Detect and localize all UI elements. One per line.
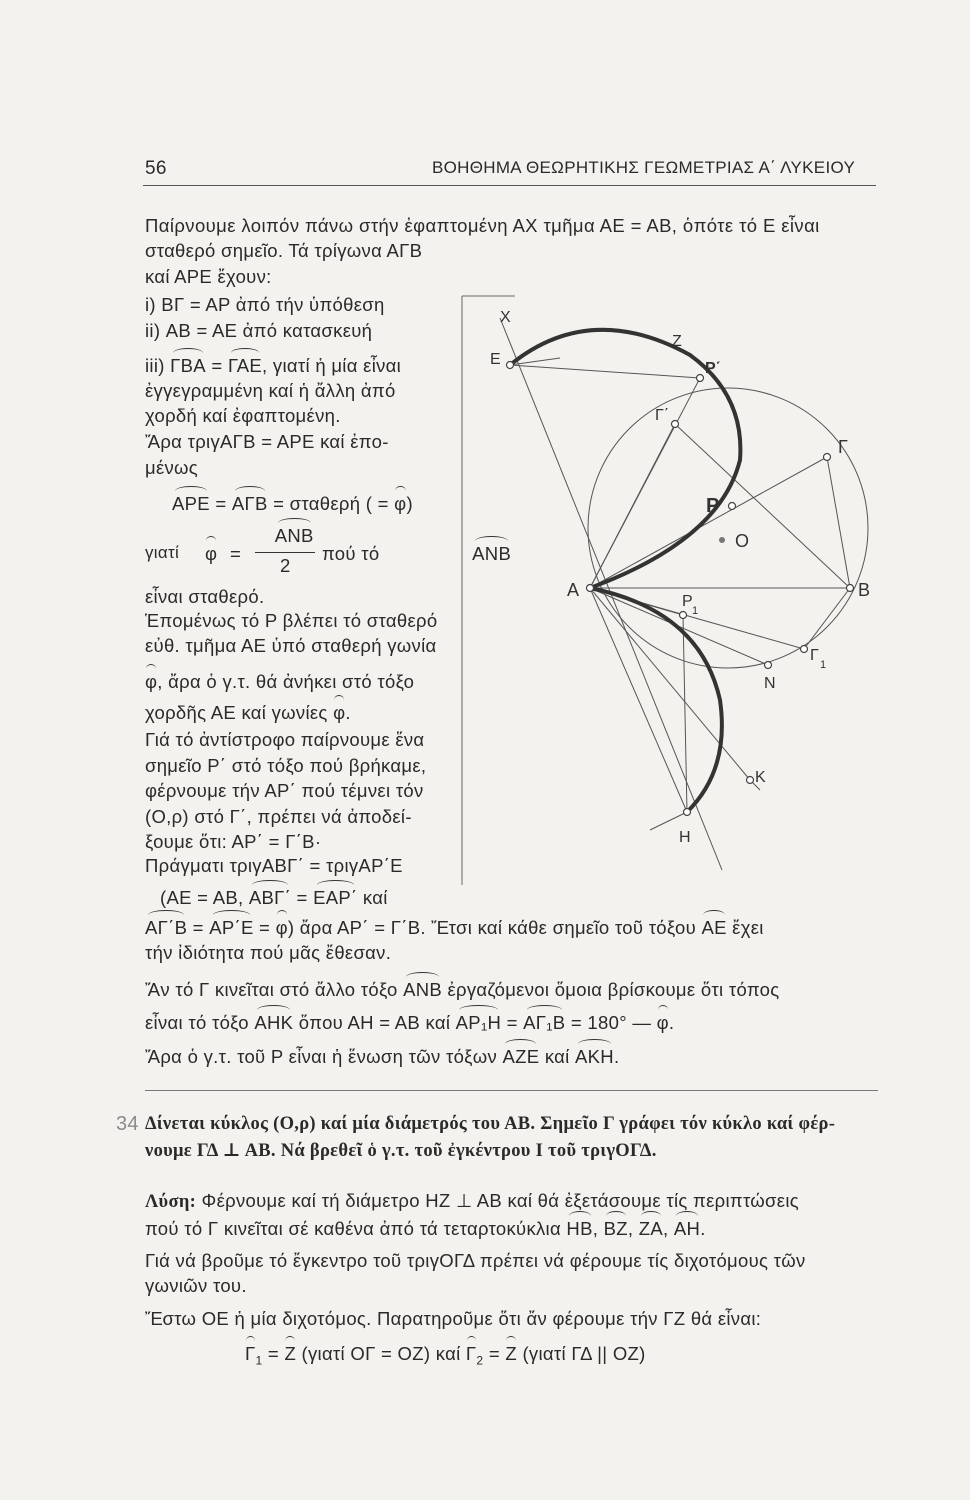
text-line: Πράγματι τριγΑΒΓ΄ = τριγΑΡ΄Ε — [145, 855, 403, 876]
eq2-equals: = — [230, 543, 242, 564]
fig-label-h: Η — [679, 829, 691, 846]
text-line: Γιά τό ἀντίστροφο παίρνουμε ἕνα — [145, 729, 425, 750]
text-line: τήν ἰδιότητα πού μᾶς ἔθεσαν. — [145, 942, 392, 963]
fig-label-a: Α — [567, 580, 580, 600]
solution-line: Ἔστω ΟΕ ἡ μία διχοτόμος. Παρατηροῦμε ὅτι ἄν φέρουμε τήν ΓΖ θά εἶναι: — [145, 1308, 762, 1329]
text-line: Ἑπομένως τό Ρ βλέπει τό σταθερό — [145, 610, 438, 631]
text-line: χορδή καί ἐφαπτομένη. — [145, 405, 341, 426]
fig-label-p1-sub: 1 — [692, 605, 699, 617]
eq2-text: πού τό — [322, 543, 380, 564]
text-line: μένως — [145, 457, 199, 478]
solution-line: Λύση: Φέρνουμε καί τή διάμετρο ΗΖ ⊥ ΑΒ καί θά ἐξετάσουμε τίς περιπτώσεις — [145, 1190, 799, 1212]
problem-statement-line: Δίνεται κύκλος (Ο,ρ) καί μία διάμετρός του ΑΒ. Σημεῖο Γ γράφει τόν κύκλο καί φέρ- — [145, 1114, 836, 1134]
solution-line: Γιά νά βροῦμε τό ἔγκεντρο τοῦ τριγΟΓΔ πρέπει νά φέρουμε τίς διχοτόμους τῶν — [145, 1250, 806, 1271]
text-line-anb: Ἄν τό Γ κινεῖται στό ἄλλο τόξο ΑΝΒ ἐργαζόμενοι ὅμοια βρίσκουμε ὅτι τόπος — [145, 979, 780, 1000]
text-line: ii) ΑΒ = ΑΕ ἀπό κατασκευή — [145, 320, 373, 341]
fig-label-p: Ρ — [706, 495, 720, 517]
page-number: 56 — [145, 158, 167, 179]
fraction-bar — [255, 552, 315, 553]
fig-label-gprime: Γ΄ — [655, 407, 670, 424]
arc-aze — [510, 330, 740, 588]
fig-label-k: Κ — [755, 769, 766, 786]
eq2-label: γιατί — [145, 543, 180, 562]
fig-label-g1-sub: 1 — [820, 659, 827, 671]
circle-o — [588, 388, 871, 668]
text-line: ξουμε ὅτι: ΑΡ΄ = Γ΄Β· — [145, 831, 322, 852]
problem-statement-line: νουμε ΓΔ ⊥ ΑΒ. Νά βρεθεῖ ὁ γ.τ. τοῦ ἐγκέντρου Ι τοῦ τριγΟΓΔ. — [145, 1141, 657, 1161]
text-line: καί ΑΡΕ ἔχουν: — [145, 266, 272, 287]
solution-line: πού τό Γ κινεῖται σέ καθένα ἀπό τά τεταρτοκύκλια ΗΒ, ΒΖ, ΖΑ, ΑΗ. — [145, 1218, 706, 1239]
fig-label-g1: Γ — [810, 647, 819, 664]
text-line: (Ο,ρ) στό Γ΄, πρέπει νά ἀποδεί- — [145, 806, 412, 827]
fig-label-g: Γ — [838, 437, 848, 457]
fig-label-x: Χ — [500, 309, 511, 326]
arc-akh — [590, 588, 722, 812]
fig-label-b: Β — [858, 580, 871, 600]
fig-label-e: Ε — [490, 351, 501, 368]
text-line-ag: ΑΓ΄Β = ΑΡ΄Ε = φ) ἄρα ΑΡ΄ = Γ΄Β. Ἔτσι καί κάθε σημεῖο τοῦ τόξου ΑΕ ἔχει — [145, 917, 764, 938]
text-line-ahk: εἶναι τό τόξο ΑΗΚ ὅπου ΑΗ = ΑΒ καί ΑΡ₁Η = ΑΓ₁Β = 180° — φ. — [145, 1012, 675, 1033]
header-rule — [143, 185, 876, 186]
angle-gae: ΓΑΕ — [227, 355, 263, 376]
text-line: σημεῖο Ρ΄ στό τόξο πού βρήκαμε, — [145, 755, 427, 776]
fig-label-pprime: Ρ΄ — [705, 360, 721, 377]
text-line: ἐγγεγραμμένη καί ἡ ἄλλη ἀπό — [145, 380, 396, 401]
text-line-phi: φ, ἄρα ὁ γ.τ. θά ἀνήκει στό τόξο — [145, 671, 415, 692]
text-line-iii: iii) ΓΒΑ = ΓΑΕ, γιατί ἡ μία εἶναι — [145, 355, 402, 376]
running-header: ΒΟΗΘΗΜΑ ΘΕΩΡΗΤΙΚΗΣ ΓΕΩΜΕΤΡΙΑΣ Α΄ ΛΥΚΕΙΟΥ — [432, 158, 856, 177]
solution-line: γωνιῶν του. — [145, 1275, 247, 1296]
fraction-numerator: ΑΝΒ — [274, 525, 314, 546]
solution-equation: $\Gamma_1 = Z$ (γιατί ΟΓ = ΟΖ) καί $\Gamma_2 = Z$ (γιατί ΓΔ || ΟΖ) — [245, 1343, 646, 1368]
angle-gba: ΓΒΑ — [170, 355, 206, 376]
phi-angle: φ — [205, 543, 218, 564]
text-line: i) ΒΓ = ΑΡ ἀπό τήν ὑπόθεση — [145, 294, 385, 315]
fig-label-o: Ο — [735, 531, 750, 551]
center-o-dot — [719, 537, 725, 543]
text-line: σταθερό σημεῖο. Τά τρίγωνα ΑΓΒ — [145, 240, 423, 261]
fig-label-n: Ν — [764, 675, 776, 692]
text-line: Ἄρα τριγΑΓΒ = ΑΡΕ καί ἐπο- — [145, 431, 389, 452]
text-line: εὐθ. τμῆμα ΑΕ ὑπό σταθερή γωνία — [145, 635, 437, 656]
text-line-ae: (ΑΕ = ΑΒ, ΑΒΓ΄ = ΕΑΡ΄ καί — [160, 887, 388, 908]
arc-anb: ΑΝΒ — [472, 543, 512, 564]
text-line: εἶναι σταθερό. — [145, 586, 265, 607]
text-line: Παίρνουμε λοιπόν πάνω στήν ἐφαπτομένη ΑΧ τμῆμα ΑΕ = ΑΒ, ὁπότε τό Ε εἶναι — [145, 215, 820, 236]
section-rule — [145, 1090, 878, 1091]
solution-label: Λύση: — [145, 1192, 197, 1212]
text-line: φέρνουμε τήν ΑΡ΄ πού τέμνει τόν — [145, 780, 424, 801]
text-line-chord: χορδῆς ΑΕ καί γωνίες φ. — [145, 702, 351, 723]
tangent-ax — [500, 318, 722, 870]
problem-number: 34 — [116, 1113, 139, 1135]
equation-angles: ΑΡΕ = ΑΓΒ = σταθερή ( = φ) — [172, 493, 413, 514]
fig-label-z: Ζ — [672, 333, 682, 350]
text-line-locus: Ἄρα ὁ γ.τ. τοῦ Ρ εἶναι ἡ ἕνωση τῶν τόξων ΑΖΕ καί ΑΚΗ. — [145, 1046, 620, 1067]
fraction-denominator: 2 — [280, 555, 291, 576]
fig-label-p1: Ρ — [682, 593, 693, 610]
